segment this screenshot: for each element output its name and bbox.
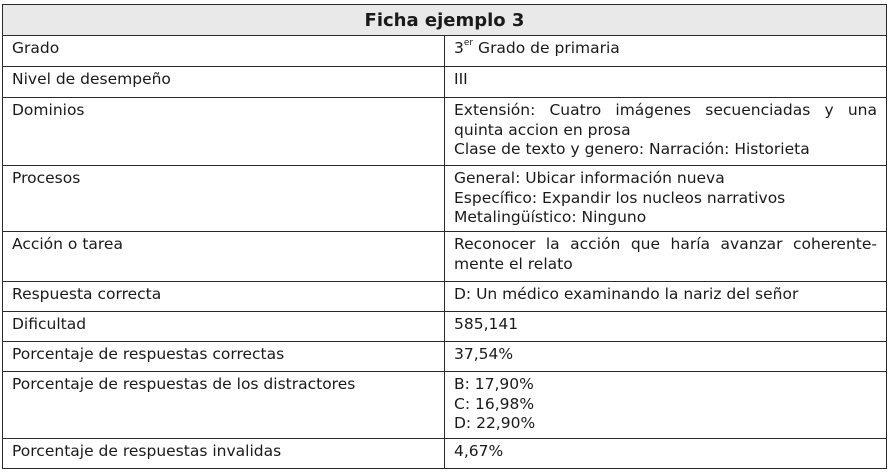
table-row xyxy=(3,372,887,439)
table-row xyxy=(3,67,887,98)
row-value-invalidas: 4,67% xyxy=(445,439,887,469)
table-row xyxy=(3,312,887,342)
table-title: Ficha ejemplo 3 xyxy=(3,5,887,36)
ficha-table-container xyxy=(2,4,887,469)
table-row xyxy=(3,166,887,232)
grado-number: 3 xyxy=(454,39,464,57)
ficha-table xyxy=(2,4,887,469)
distractor-b: B: 17,90% xyxy=(454,375,534,393)
procesos-line-3: Metalingüístico: Ninguno xyxy=(454,208,647,226)
row-value-grado xyxy=(445,36,887,67)
row-label-grado: Grado xyxy=(3,36,445,67)
table-row xyxy=(3,36,887,67)
accion-line-2: mente el relato xyxy=(454,254,573,273)
row-value-distractores xyxy=(445,372,887,439)
grado-text: Grado de primaria xyxy=(473,39,620,57)
procesos-line-2: Específico: Expandir los nucleos narrativos xyxy=(454,188,786,207)
row-value-dificultad: 585,141 xyxy=(445,312,887,342)
row-label-respuesta: Respuesta correcta xyxy=(3,282,445,312)
row-value-dominios xyxy=(445,98,887,166)
table-row xyxy=(3,232,887,282)
distractor-d: D: 22,90% xyxy=(454,414,536,432)
dominios-line-2: quinta accion en prosa xyxy=(454,120,631,139)
row-label-invalidas: Porcentaje de respuestas invalidas xyxy=(3,439,445,469)
table-row xyxy=(3,98,887,166)
table-row xyxy=(3,439,887,469)
distractor-c: C: 16,98% xyxy=(454,394,535,413)
accion-line-1: Reconocer la acción que haría avanzar coherente- xyxy=(454,235,877,253)
row-value-procesos xyxy=(445,166,887,232)
dominios-line-1: Extensión: Cuatro imágenes secuenciadas y una xyxy=(454,101,877,119)
row-value-correctas: 37,54% xyxy=(445,342,887,372)
row-label-distractores: Porcentaje de respuestas de los distractores xyxy=(3,372,445,439)
title-row xyxy=(3,5,887,36)
row-label-correctas: Porcentaje de respuestas correctas xyxy=(3,342,445,372)
row-label-dominios: Dominios xyxy=(3,98,445,166)
row-label-dificultad: Dificultad xyxy=(3,312,445,342)
row-label-procesos: Procesos xyxy=(3,166,445,232)
row-value-accion xyxy=(445,232,887,282)
row-value-respuesta: D: Un médico examinando la nariz del señor xyxy=(445,282,887,312)
procesos-line-1: General: Ubicar información nueva xyxy=(454,169,725,187)
row-label-nivel: Nivel de desempeño xyxy=(3,67,445,98)
row-label-accion: Acción o tarea xyxy=(3,232,445,282)
table-row xyxy=(3,342,887,372)
grado-superscript: er xyxy=(463,38,474,48)
row-value-nivel: III xyxy=(445,67,887,98)
table-row xyxy=(3,282,887,312)
dominios-line-3: Clase de texto y genero: Narración: Historieta xyxy=(454,140,810,158)
